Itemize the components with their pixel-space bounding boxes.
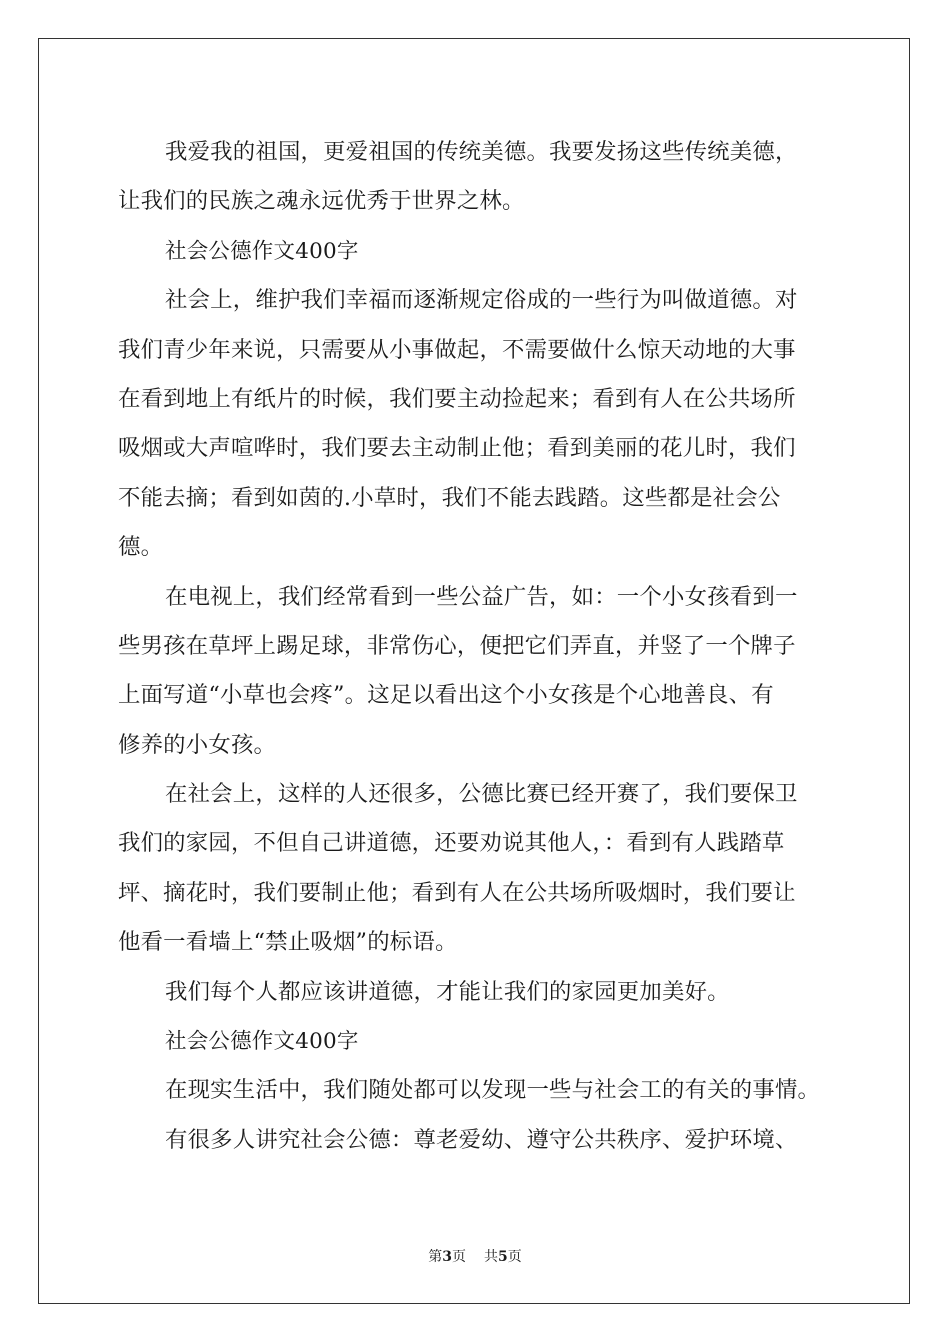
paragraph-line: 坪、摘花时，我们要制止他；看到有人在公共场所吸烟时，我们要让 bbox=[118, 879, 796, 906]
section-heading: 社会公德作文400字 bbox=[165, 1029, 359, 1055]
paragraph-line: 修养的小女孩。 bbox=[118, 731, 277, 758]
paragraph-line: 我们每个人都应该讲道德，才能让我们的家园更加美好。 bbox=[165, 978, 730, 1005]
paragraph-line: 吸烟或大声喧哗时，我们要去主动制止他；看到美丽的花儿时，我们 bbox=[118, 435, 796, 462]
paragraph-line: 我爱我的祖国，更爱祖国的传统美德。我要发扬这些传统美德， bbox=[165, 139, 798, 165]
paragraph-line: 德。 bbox=[118, 534, 164, 561]
paragraph-line: 在现实生活中，我们随处都可以发现一些与社会工的有关的事情。 bbox=[165, 1077, 821, 1104]
document-body bbox=[118, 128, 838, 1165]
page-suffix: 页 bbox=[452, 1249, 466, 1265]
section-heading: 社会公德作文400字 bbox=[165, 238, 359, 264]
paragraph-line: 有很多人讲究社会公德：尊老爱幼、遵守公共秩序、爱护环境、 bbox=[165, 1126, 798, 1153]
paragraph-line: 些男孩在草坪上踢足球，非常伤心，便把它们弄直，并竖了一个牌子 bbox=[118, 632, 796, 659]
paragraph-line: 上面写道“小草也会疼”。这足以看出这个小女孩是个心地善良、有 bbox=[118, 682, 774, 709]
paragraph-line: 我们的家园，不但自己讲道德，还要劝说其他人，：看到有人践踏草 bbox=[118, 830, 785, 857]
paragraph-line: 他看一看墙上“禁止吸烟”的标语。 bbox=[118, 929, 458, 956]
paragraph-line: 我们青少年来说，只需要从小事做起，不需要做什么惊天动地的大事 bbox=[118, 336, 796, 363]
page-prefix: 第 bbox=[428, 1249, 443, 1265]
total-prefix: 共 bbox=[484, 1249, 498, 1265]
paragraph-line: 在社会上，这样的人还很多，公德比赛已经开赛了，我们要保卫 bbox=[165, 781, 798, 808]
paragraph-line: 让我们的民族之魂永远优秀于世界之林。 bbox=[118, 188, 525, 215]
page-footer bbox=[0, 1246, 950, 1266]
paragraph-line: 社会上，维护我们幸福而逐渐规定俗成的一些行为叫做道德。对 bbox=[165, 287, 798, 314]
paragraph-line: 在电视上，我们经常看到一些公益广告，如：一个小女孩看到一 bbox=[165, 583, 798, 610]
total-suffix: 页 bbox=[507, 1249, 522, 1265]
paragraph-line: 在看到地上有纸片的时候，我们要主动捡起来；看到有人在公共场所 bbox=[118, 385, 796, 412]
paragraph-line: 不能去摘；看到如茵的.小草时，我们不能去践踏。这些都是社会公 bbox=[118, 484, 781, 511]
total-pages: 5 bbox=[498, 1249, 508, 1265]
page-number: 3 bbox=[442, 1249, 452, 1265]
